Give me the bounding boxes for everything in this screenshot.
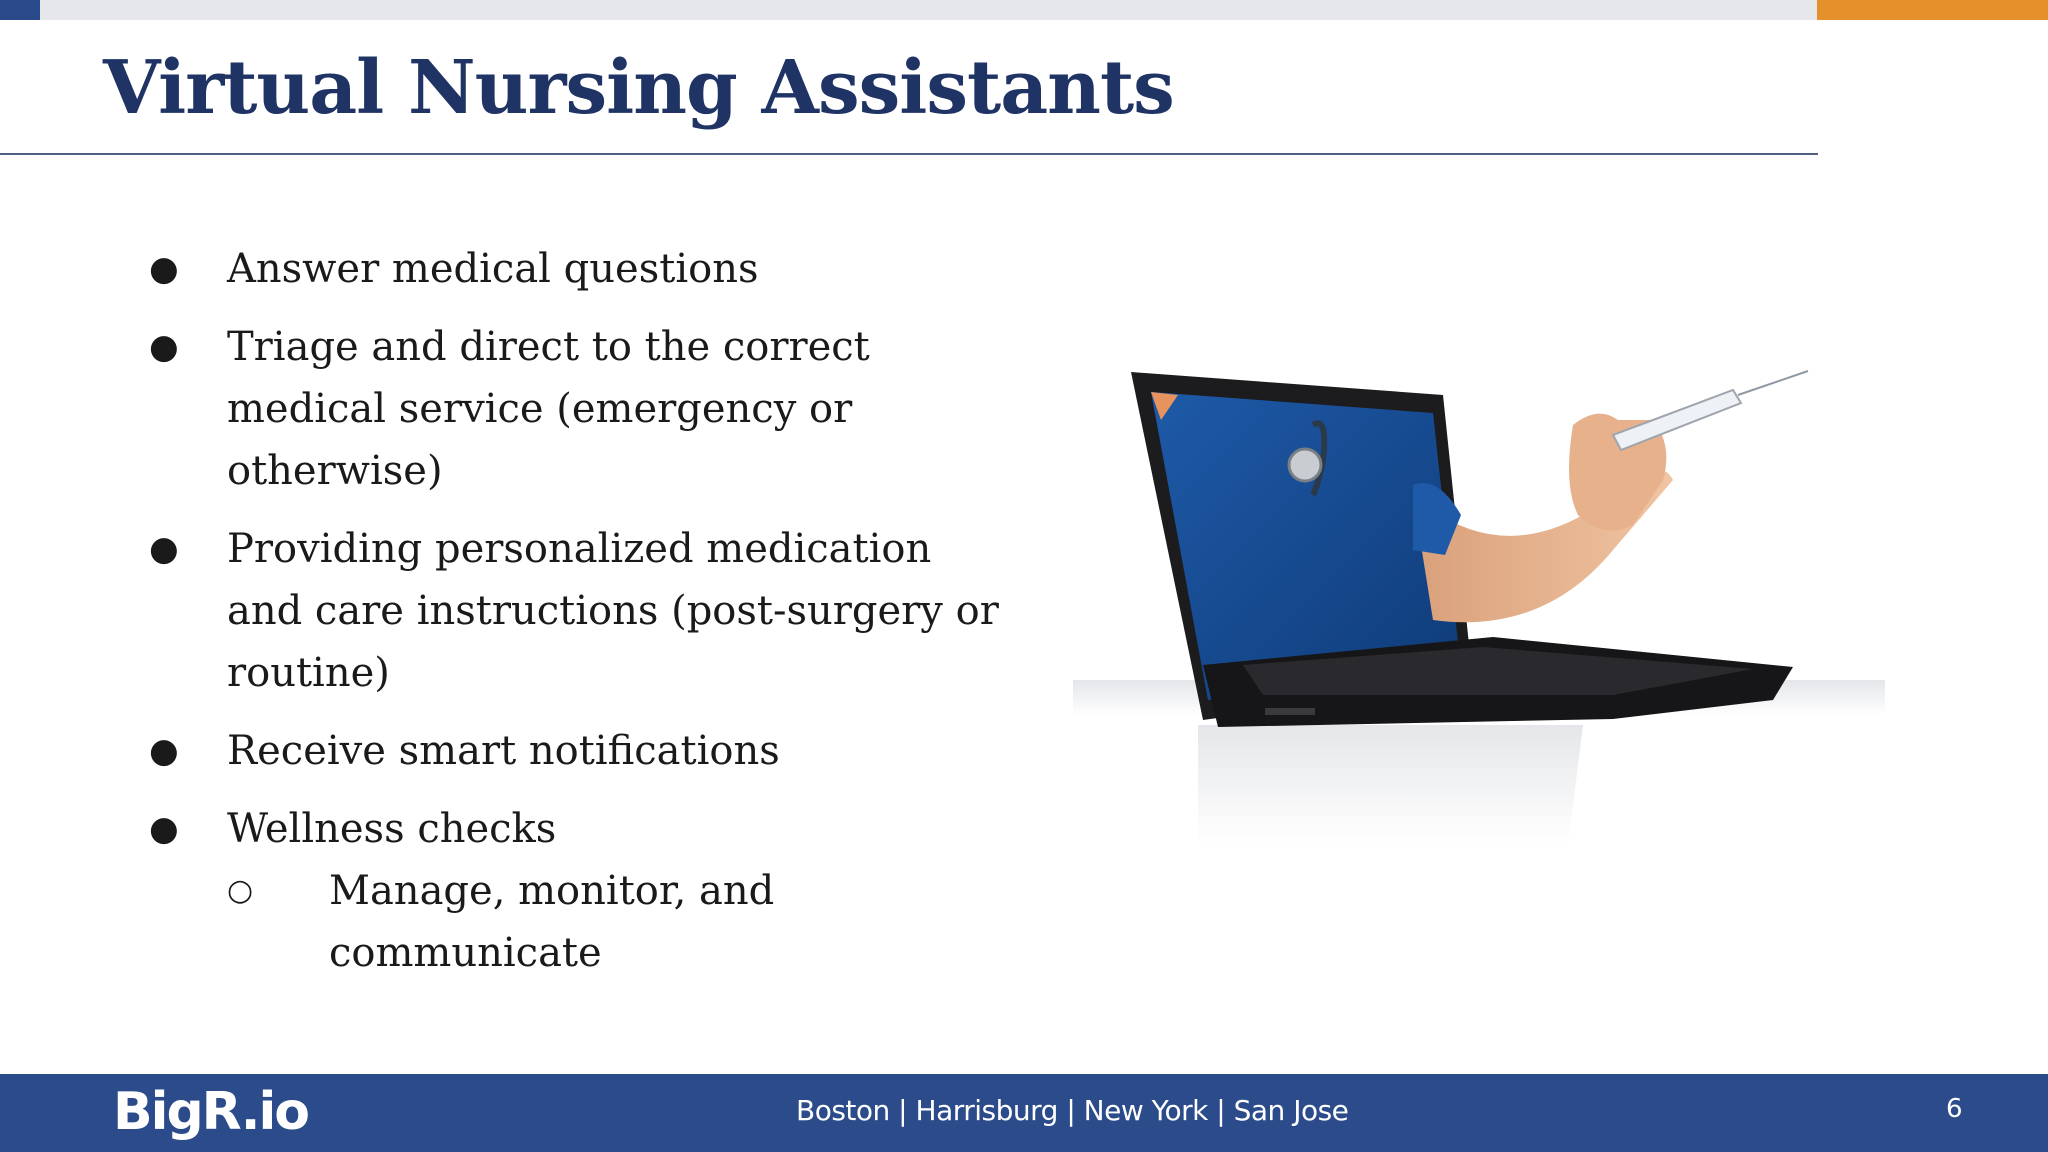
laptop-nurse-syringe-photo — [1073, 365, 1885, 845]
laptop-ports — [1265, 708, 1315, 715]
reflection — [1198, 725, 1583, 845]
top-accent-bar — [0, 0, 2048, 20]
top-bar-blue-segment — [0, 0, 40, 20]
bullet-text: Wellness checks — [227, 806, 557, 852]
page-number: 6 — [1946, 1094, 1963, 1124]
bullet-item — [145, 798, 1005, 984]
top-bar-orange-segment — [1817, 0, 2048, 20]
syringe-needle — [1738, 371, 1808, 395]
sub-bullet-list — [227, 860, 1005, 984]
bullet-dot-icon: ● — [149, 327, 179, 367]
sub-bullet-item — [227, 860, 1005, 984]
title-divider — [0, 153, 1818, 155]
bullet-item — [145, 518, 1005, 704]
bullet-item — [145, 316, 1005, 502]
bullet-item — [145, 720, 1005, 782]
footer-bar — [0, 1074, 2048, 1152]
stethoscope-icon — [1289, 449, 1321, 481]
bullet-dot-icon: ● — [149, 731, 179, 771]
top-bar-gray-segment — [40, 0, 1817, 20]
slide-title: Virtual Nursing Assistants — [103, 45, 1174, 131]
sub-bullet-circle-icon: ○ — [227, 873, 254, 908]
bullet-list — [145, 238, 1005, 1000]
bullet-text: Answer medical questions — [227, 246, 759, 292]
bullet-dot-icon: ● — [149, 249, 179, 289]
bullet-dot-icon: ● — [149, 809, 179, 849]
bullet-text: Providing personalized medication and care instructions (post-surgery or routine) — [227, 526, 999, 696]
bullet-item — [145, 238, 1005, 300]
sub-bullet-text: Manage, monitor, and communicate — [329, 868, 775, 976]
bullet-text: Triage and direct to the correct medical service (emergency or otherwise) — [227, 324, 870, 494]
company-logo: BigR.io — [113, 1082, 308, 1142]
office-locations: Boston | Harrisburg | New York | San Jose — [796, 1094, 1349, 1127]
bullet-text: Receive smart notifications — [227, 728, 780, 774]
bullet-dot-icon: ● — [149, 529, 179, 569]
